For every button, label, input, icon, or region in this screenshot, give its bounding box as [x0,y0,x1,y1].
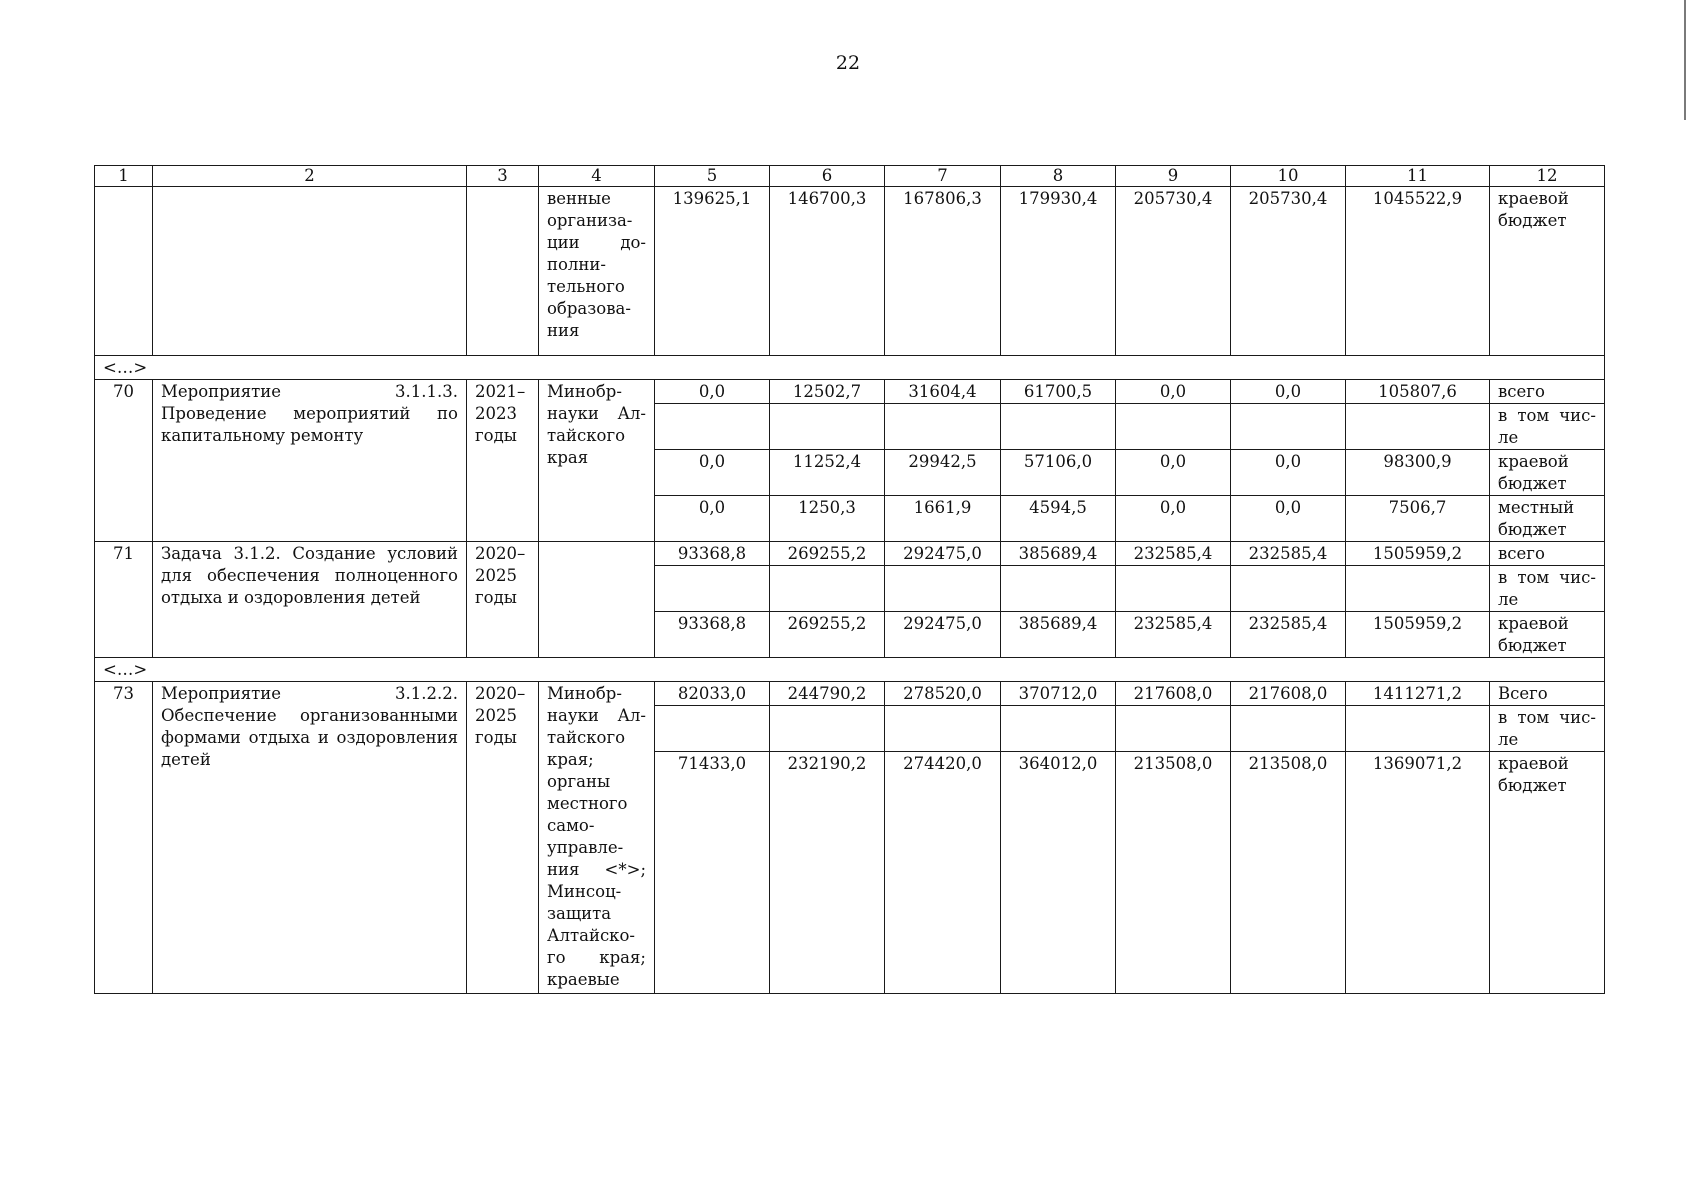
value-cell: 1505959,2 [1346,612,1490,658]
executor-cell: Минобр-науки Ал-тайского края; органы местного само-управле-ния <*>; Минсоц-защита Алтайско-го края; краевые [539,682,655,994]
value-cell: 385689,4 [1001,542,1116,566]
value-cell: 1661,9 [885,496,1001,542]
value-cell: 217608,0 [1231,682,1346,706]
column-number: 3 [467,166,539,187]
value-cell [1346,706,1490,752]
name-cell: Мероприятие 3.1.2.2. Обеспечение организованными формами отдыха и оздоровления детей [153,682,467,994]
source-cell: краевой бюджет [1490,752,1605,994]
value-cell [655,566,770,612]
column-number: 9 [1116,166,1231,187]
source-cell: местный бюджет [1490,496,1605,542]
value-cell: 11252,4 [770,450,885,496]
value-cell [770,566,885,612]
value-cell: 269255,2 [770,612,885,658]
value-cell: 385689,4 [1001,612,1116,658]
source-cell: в том чис-ле [1490,566,1605,612]
value-cell [1116,566,1231,612]
row-number-cell: 70 [95,380,153,542]
column-number: 11 [1346,166,1490,187]
value-cell: 4594,5 [1001,496,1116,542]
source-cell: в том чис-ле [1490,706,1605,752]
value-cell: 12502,7 [770,380,885,404]
value-cell: 179930,4 [1001,187,1116,356]
table-row [95,380,1605,404]
value-cell: 244790,2 [770,682,885,706]
value-cell: 232585,4 [1231,542,1346,566]
value-cell [1116,404,1231,450]
value-cell: 205730,4 [1116,187,1231,356]
source-cell: в том чис-ле [1490,404,1605,450]
name-cell: Задача 3.1.2. Создание условий для обеспечения полноценного отдыха и оздоровления детей [153,542,467,658]
value-cell: 274420,0 [885,752,1001,994]
value-cell: 0,0 [1116,380,1231,404]
value-cell [770,706,885,752]
value-cell: 213508,0 [1231,752,1346,994]
value-cell: 364012,0 [1001,752,1116,994]
value-cell: 213508,0 [1116,752,1231,994]
value-cell [1116,706,1231,752]
column-number: 10 [1231,166,1346,187]
value-cell: 7506,7 [1346,496,1490,542]
value-cell: 82033,0 [655,682,770,706]
source-cell: краевой бюджет [1490,187,1605,356]
omission-row [95,658,1605,682]
value-cell [1346,404,1490,450]
years-cell [467,187,539,356]
column-number: 6 [770,166,885,187]
value-cell: 0,0 [1231,496,1346,542]
value-cell: 93368,8 [655,542,770,566]
value-cell [655,404,770,450]
budget-table [94,165,1605,994]
value-cell [1001,566,1116,612]
omission-mark: <…> [95,356,1605,380]
value-cell: 0,0 [655,450,770,496]
value-cell: 232585,4 [1231,612,1346,658]
source-cell: Всего [1490,682,1605,706]
value-cell [770,404,885,450]
column-number: 2 [153,166,467,187]
value-cell: 1369071,2 [1346,752,1490,994]
column-number: 5 [655,166,770,187]
page-number: 22 [835,52,861,74]
omission-row [95,356,1605,380]
value-cell [655,706,770,752]
value-cell: 167806,3 [885,187,1001,356]
source-cell: всего [1490,380,1605,404]
column-number: 7 [885,166,1001,187]
value-cell: 1250,3 [770,496,885,542]
years-cell: 2020–2025 годы [467,542,539,658]
value-cell: 0,0 [1231,450,1346,496]
value-cell: 139625,1 [655,187,770,356]
name-cell [153,187,467,356]
value-cell: 0,0 [655,496,770,542]
value-cell [1231,706,1346,752]
value-cell: 61700,5 [1001,380,1116,404]
value-cell: 370712,0 [1001,682,1116,706]
source-cell: всего [1490,542,1605,566]
value-cell: 217608,0 [1116,682,1231,706]
column-number: 8 [1001,166,1116,187]
table-row [95,542,1605,566]
value-cell: 232585,4 [1116,612,1231,658]
years-cell: 2020–2025 годы [467,682,539,994]
value-cell [1231,566,1346,612]
value-cell: 292475,0 [885,542,1001,566]
value-cell: 98300,9 [1346,450,1490,496]
value-cell [885,566,1001,612]
value-cell: 0,0 [1116,496,1231,542]
table-row [95,187,1605,356]
value-cell: 31604,4 [885,380,1001,404]
value-cell [1001,404,1116,450]
value-cell: 278520,0 [885,682,1001,706]
years-cell: 2021–2023 годы [467,380,539,542]
value-cell: 1411271,2 [1346,682,1490,706]
column-number: 4 [539,166,655,187]
value-cell: 205730,4 [1231,187,1346,356]
value-cell: 57106,0 [1001,450,1116,496]
value-cell [1231,404,1346,450]
value-cell: 71433,0 [655,752,770,994]
omission-mark: <…> [95,658,1605,682]
value-cell: 29942,5 [885,450,1001,496]
table-row [95,682,1605,706]
value-cell [885,706,1001,752]
value-cell: 232585,4 [1116,542,1231,566]
value-cell [885,404,1001,450]
value-cell: 269255,2 [770,542,885,566]
row-number-cell: 71 [95,542,153,658]
executor-cell: Минобр-науки Ал-тайского края [539,380,655,542]
value-cell [1346,566,1490,612]
margin-mark [1684,0,1686,120]
value-cell: 292475,0 [885,612,1001,658]
row-number-cell: 73 [95,682,153,994]
column-number: 12 [1490,166,1605,187]
source-cell: краевой бюджет [1490,612,1605,658]
executor-cell [539,542,655,658]
value-cell: 146700,3 [770,187,885,356]
value-cell: 1045522,9 [1346,187,1490,356]
value-cell: 93368,8 [655,612,770,658]
column-number-row [95,166,1605,187]
executor-cell: венные организа-ции до-полни-тельного образова-ния [539,187,655,356]
value-cell [1001,706,1116,752]
column-number: 1 [95,166,153,187]
name-cell: Мероприятие 3.1.1.3. Проведение мероприятий по капитальному ремонту [153,380,467,542]
value-cell: 0,0 [1231,380,1346,404]
source-cell: краевой бюджет [1490,450,1605,496]
value-cell: 1505959,2 [1346,542,1490,566]
value-cell: 232190,2 [770,752,885,994]
value-cell: 105807,6 [1346,380,1490,404]
value-cell: 0,0 [655,380,770,404]
value-cell: 0,0 [1116,450,1231,496]
row-number-cell [95,187,153,356]
